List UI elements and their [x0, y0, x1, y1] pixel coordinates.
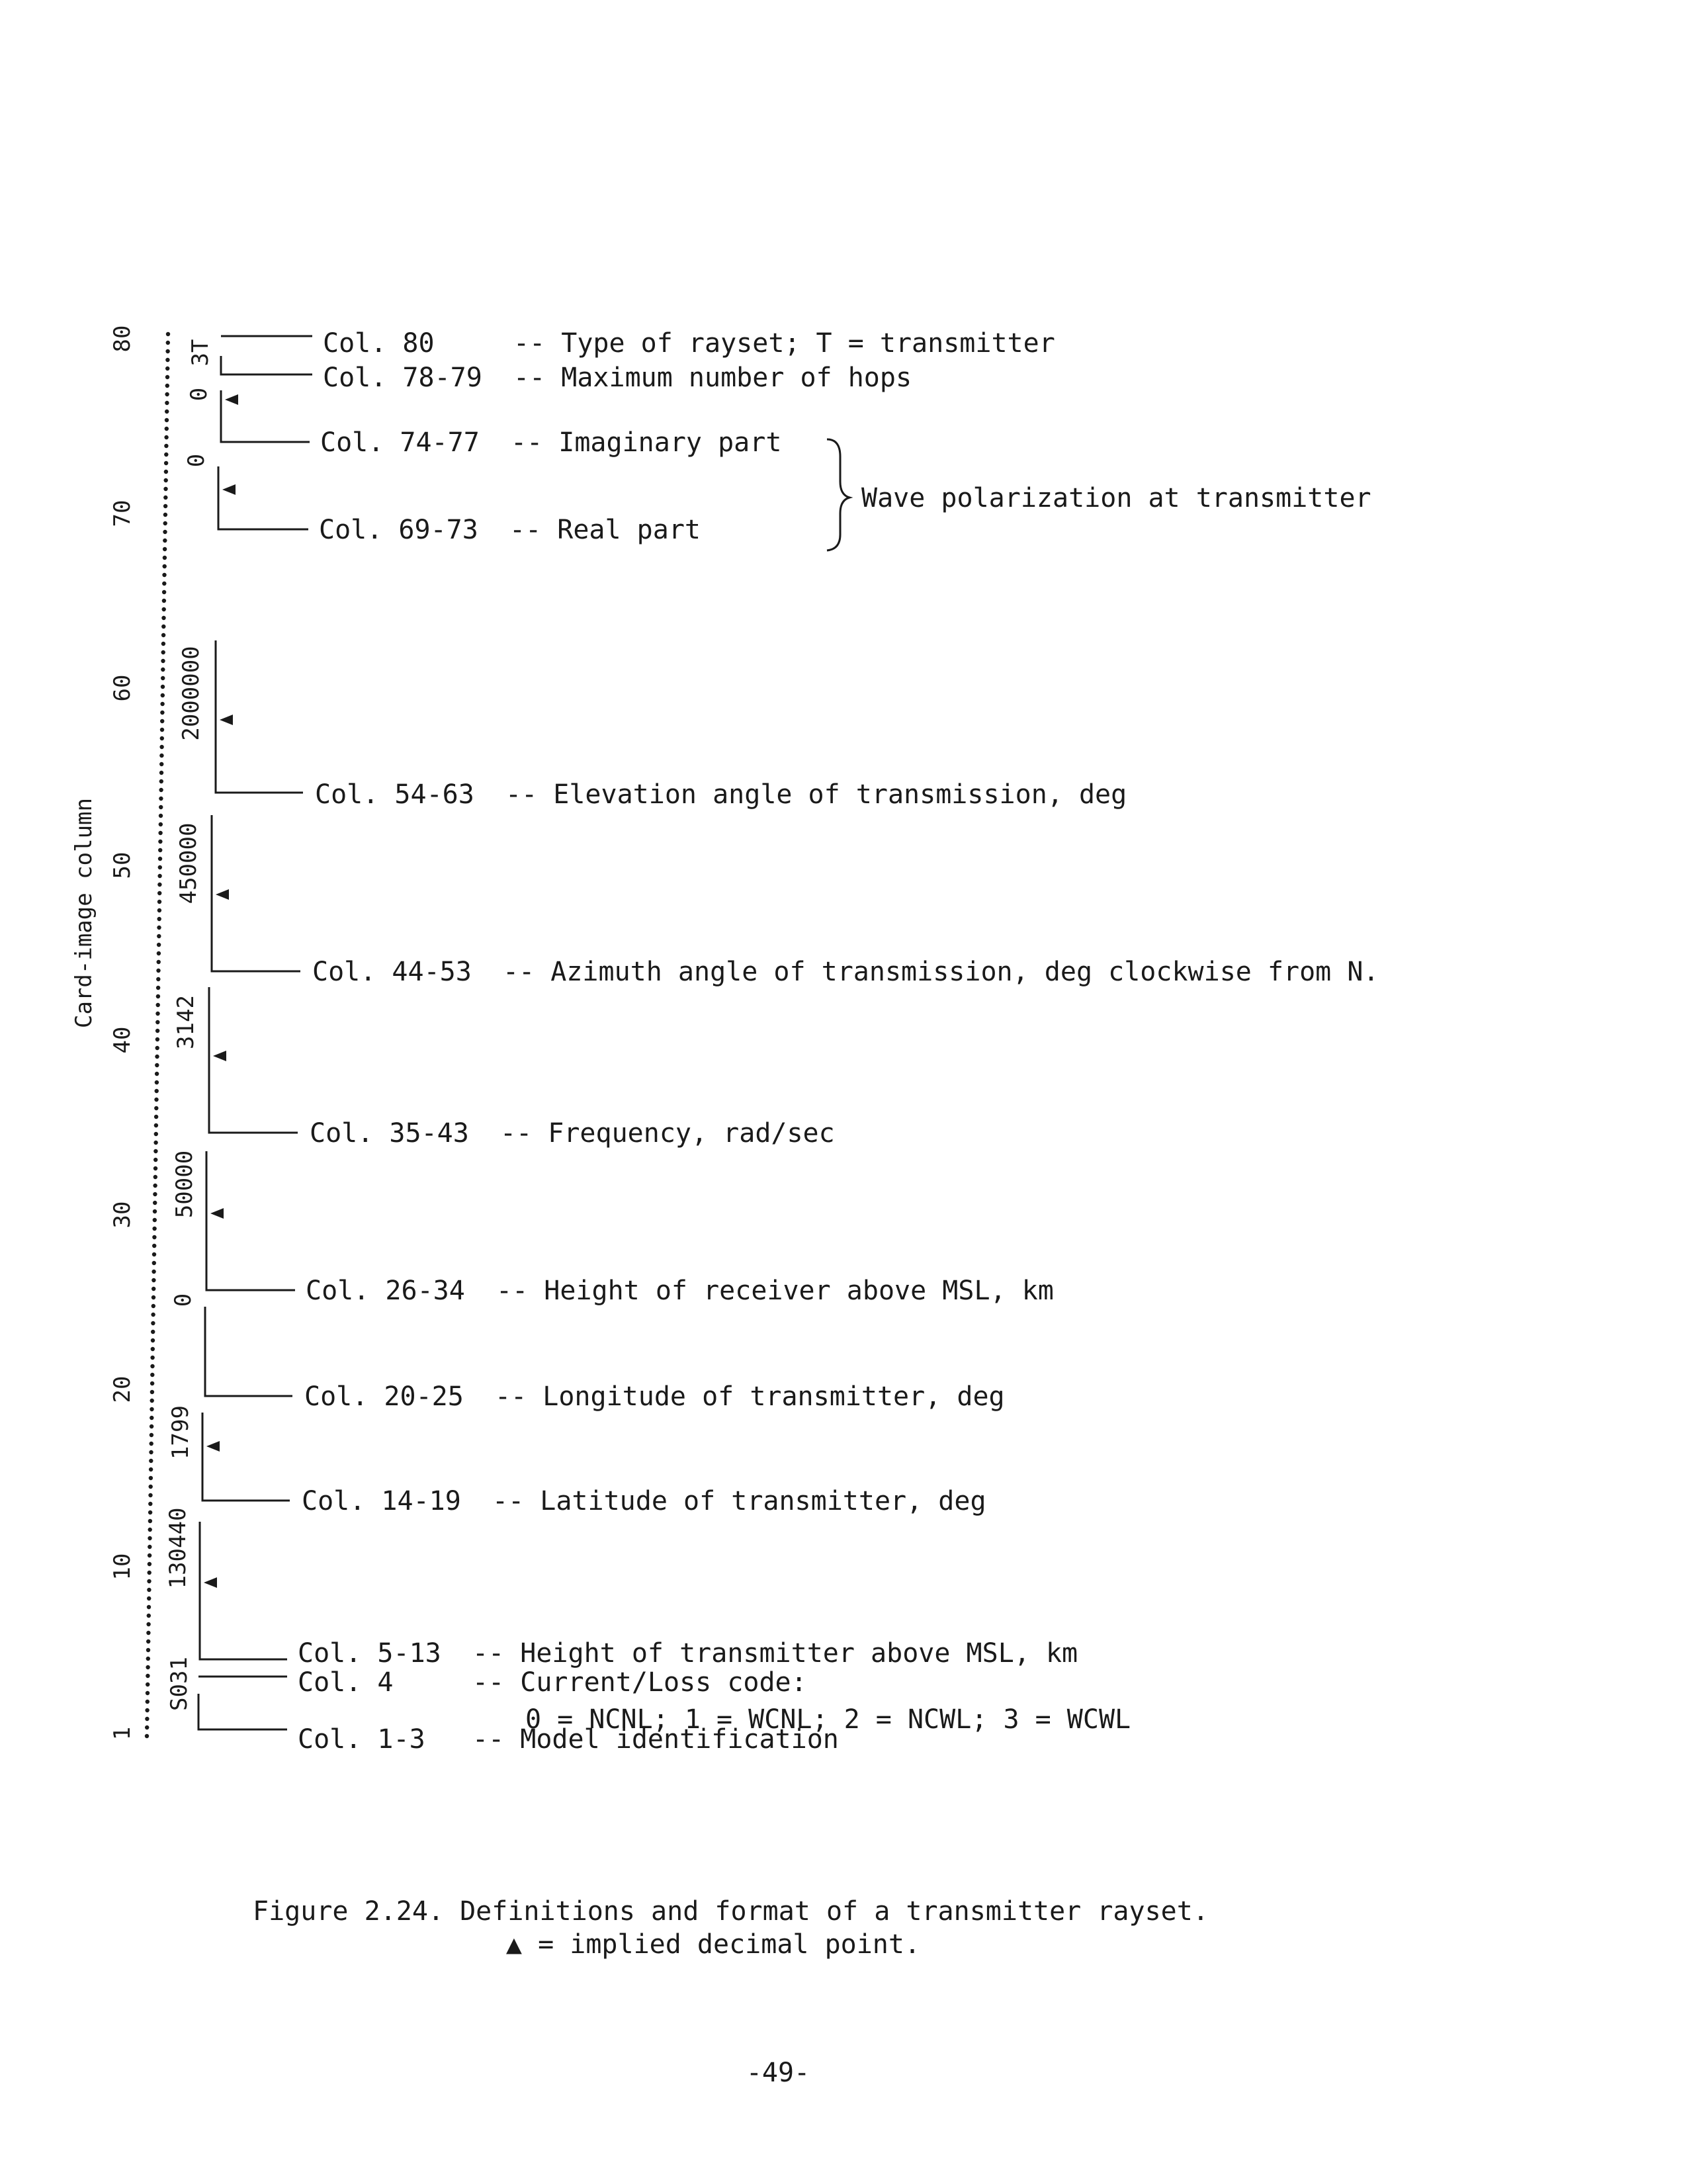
card-column-dot	[160, 711, 164, 715]
card-column-dot	[145, 1708, 149, 1712]
card-column-dot	[157, 891, 161, 895]
card-column-dot	[146, 1631, 150, 1635]
card-column-dot	[157, 874, 161, 878]
card-column-dot	[150, 1399, 154, 1403]
card-column-dot	[164, 444, 168, 448]
card-column-dot	[161, 693, 165, 697]
card-value: 3142	[173, 995, 199, 1049]
card-column-dot	[157, 960, 161, 964]
card-column-dot	[160, 702, 164, 706]
card-column-dot	[155, 1037, 159, 1041]
card-column-dot	[163, 547, 167, 551]
card-column-dot	[151, 1330, 155, 1334]
card-column-dot	[158, 840, 162, 844]
card-column-dot	[159, 814, 163, 818]
card-column-dot	[161, 676, 165, 680]
card-column-dot	[151, 1295, 155, 1299]
polarization-brace	[827, 439, 849, 550]
card-column-dot	[156, 994, 160, 998]
axis-title: Card-image column	[71, 798, 97, 1028]
card-column-dot	[147, 1605, 151, 1609]
card-column-dot	[161, 668, 165, 672]
card-value: 3T	[187, 339, 214, 367]
card-column-dot	[157, 900, 161, 904]
axis-tick-label: 30	[109, 1201, 136, 1229]
card-column-dot	[149, 1450, 153, 1454]
card-column-dot	[165, 401, 169, 405]
card-column-dot	[157, 943, 161, 947]
card-column-dot	[165, 349, 169, 353]
field-desc: -- Height of receiver above MSL, km	[496, 1276, 1054, 1306]
card-column-dot	[161, 616, 165, 620]
card-column-dot	[156, 986, 160, 990]
card-column-dot	[146, 1700, 150, 1704]
card-column-dot	[146, 1682, 150, 1686]
field-col: Col. 44-53	[312, 957, 472, 987]
card-column-dot	[145, 1725, 149, 1729]
card-value: S031	[166, 1657, 193, 1711]
card-column-dot	[165, 375, 169, 379]
card-column-dot	[157, 934, 161, 938]
card-column-dot	[156, 969, 160, 973]
card-column-dot	[159, 771, 163, 775]
card-column-dot	[153, 1175, 157, 1179]
card-column-dot	[154, 1106, 158, 1110]
axis-tick-label: 80	[109, 325, 136, 353]
card-column-dot	[151, 1270, 155, 1274]
card-column-dot	[159, 779, 163, 783]
card-column-dot	[149, 1485, 153, 1489]
card-column-dot	[165, 358, 169, 362]
card-column-dot	[163, 521, 167, 525]
field-col: Col. 14-19	[302, 1486, 461, 1516]
card-column-dot	[153, 1141, 157, 1145]
card-column-dot	[155, 1046, 159, 1050]
card-column-dot	[156, 1003, 160, 1007]
card-column-dot	[147, 1614, 151, 1618]
card-column-dot	[163, 556, 167, 560]
card-column-dot	[163, 504, 167, 508]
card-column-dot	[154, 1098, 158, 1102]
card-column-dot	[164, 478, 168, 482]
card-column-dot	[165, 392, 169, 396]
card-column-dot	[159, 822, 163, 826]
card-column-dot	[154, 1115, 158, 1119]
card-column-dot	[150, 1390, 154, 1394]
card-column-dot	[153, 1218, 157, 1222]
card-column-dot	[147, 1579, 151, 1583]
card-column-dot	[150, 1424, 153, 1428]
card-column-dot	[161, 625, 165, 629]
card-column-dot	[161, 633, 165, 637]
card-column-dot	[155, 1063, 159, 1067]
field-desc: -- Type of rayset; T = transmitter	[513, 328, 1055, 359]
card-column-dot	[159, 788, 163, 792]
card-column-dot	[148, 1528, 152, 1532]
card-column-dot	[151, 1338, 155, 1342]
field-desc: -- Longitude of transmitter, deg	[495, 1381, 1005, 1412]
card-value: 1799	[167, 1405, 194, 1460]
card-value: 130440	[165, 1507, 191, 1589]
axis-tick-label: 1	[109, 1726, 136, 1741]
card-column-dot	[152, 1227, 156, 1231]
card-column-dot	[153, 1158, 157, 1162]
field-col: Col. 80	[323, 328, 435, 359]
card-column-dot	[159, 745, 163, 749]
card-column-dot	[146, 1639, 150, 1643]
card-column-dot	[160, 719, 164, 723]
card-column-dot	[164, 461, 168, 465]
card-column-dot	[150, 1442, 153, 1446]
card-column-dot	[146, 1648, 150, 1652]
card-column-dot	[151, 1278, 155, 1282]
card-column-dot	[152, 1261, 156, 1265]
card-column-dot	[148, 1510, 152, 1514]
axis-tick-label: 40	[109, 1026, 136, 1054]
card-column-dot	[159, 754, 163, 758]
card-column-dot	[164, 470, 168, 474]
card-column-dot	[163, 487, 167, 491]
card-column-dot	[155, 1080, 159, 1084]
card-column-dot	[166, 341, 170, 345]
card-column-dot	[148, 1562, 151, 1566]
card-column-dot	[155, 1020, 159, 1024]
card-column-dot	[145, 1734, 149, 1738]
field-desc: -- Maximum number of hops	[513, 363, 912, 393]
figure-caption-line2: ▲ = implied decimal point.	[505, 1929, 921, 1960]
card-column-dot	[165, 427, 169, 431]
card-column-dot	[153, 1166, 157, 1170]
card-column-dot	[152, 1252, 156, 1256]
card-column-dot	[162, 573, 166, 577]
card-column-dot	[151, 1347, 155, 1351]
page-number: -49-	[746, 2058, 810, 2088]
card-column-dot	[157, 926, 161, 930]
field-desc: -- Current/Loss code:	[472, 1667, 807, 1698]
card-column-dot	[155, 1012, 159, 1016]
card-column-dot	[148, 1553, 151, 1557]
field-col: Col. 54-63	[315, 779, 474, 810]
card-column-dot	[149, 1467, 153, 1471]
brace-label: Wave polarization at transmitter	[861, 483, 1371, 513]
figure-caption-line1: Figure 2.24. Definitions and format of a transmitter rayset.	[253, 1896, 1209, 1927]
axis-tick-label: 20	[109, 1376, 136, 1403]
card-column-dot	[165, 384, 169, 388]
card-column-dot	[155, 1089, 159, 1093]
card-column-dot	[151, 1304, 155, 1308]
card-column-dot	[162, 607, 166, 611]
card-column-dot	[146, 1691, 150, 1695]
card-column-dot	[150, 1356, 154, 1360]
card-value: 0	[170, 1293, 196, 1307]
card-column-dot	[151, 1313, 155, 1317]
card-column-dot	[150, 1433, 153, 1437]
card-column-dot	[165, 367, 169, 371]
card-column-dot	[147, 1596, 151, 1600]
card-column-dot	[148, 1545, 151, 1549]
field-col: Col. 4	[298, 1667, 394, 1698]
card-column-dot	[152, 1235, 156, 1239]
field-desc: -- Elevation angle of transmission, deg	[505, 779, 1127, 810]
card-column-dot	[163, 513, 167, 517]
card-column-dot	[164, 453, 168, 457]
card-column-dot	[155, 1055, 159, 1059]
card-column-dot	[162, 599, 166, 603]
card-column-dot	[150, 1364, 154, 1368]
card-column-dot	[148, 1493, 152, 1497]
card-column-dot	[155, 1072, 159, 1076]
card-column-dot	[162, 590, 166, 594]
field-col: Col. 20-25	[304, 1381, 464, 1412]
field-col: Col. 1-3	[298, 1724, 425, 1755]
card-column-dot	[148, 1502, 152, 1506]
axis-tick-label: 50	[109, 852, 136, 879]
field-desc: -- Model identification	[472, 1724, 839, 1755]
card-column-dot	[152, 1244, 156, 1248]
card-column-dot	[165, 410, 169, 414]
card-column-dot	[146, 1674, 150, 1678]
card-value: 0	[186, 387, 212, 402]
card-column-dot	[149, 1459, 153, 1463]
card-column-dot	[145, 1717, 149, 1721]
card-column-dot	[163, 530, 167, 534]
field-brackets	[198, 336, 312, 1729]
field-desc: -- Imaginary part	[511, 427, 782, 458]
card-column-dot	[150, 1407, 153, 1411]
card-column-dot	[150, 1373, 154, 1377]
card-column-dot	[148, 1571, 151, 1575]
card-column-dot	[157, 917, 161, 921]
field-col: Col. 69-73	[319, 515, 478, 545]
card-column-dot	[165, 418, 169, 422]
card-column-dot	[157, 883, 161, 887]
card-column-dot	[159, 805, 163, 809]
field-desc: -- Latitude of transmitter, deg	[492, 1486, 986, 1516]
card-value: 2000000	[178, 646, 204, 741]
card-column-dot	[153, 1184, 157, 1188]
card-column-dot	[147, 1588, 151, 1592]
card-value: 50000	[171, 1150, 198, 1219]
card-column-dot	[148, 1536, 151, 1540]
field-desc: -- Azimuth angle of transmission, deg clockwise from N.	[503, 957, 1379, 987]
card-column-dot	[154, 1132, 158, 1136]
card-column-dot	[146, 1665, 150, 1669]
card-column-dot	[158, 865, 162, 869]
card-value: 0	[183, 453, 210, 468]
card-column-dot	[157, 951, 161, 955]
card-column-dot	[151, 1287, 155, 1291]
card-column-dot	[154, 1123, 158, 1127]
card-column-dot	[161, 659, 165, 663]
card-column-dot	[160, 736, 164, 740]
card-column-dot	[163, 539, 167, 543]
field-desc: -- Real part	[509, 515, 701, 545]
axis-tick-label: 60	[109, 674, 136, 702]
card-column-dot	[158, 848, 162, 852]
card-column-dot	[158, 857, 162, 861]
card-column-dot	[159, 762, 163, 766]
card-column-dot	[164, 435, 168, 439]
card-column-dot	[162, 582, 166, 586]
axis-tick-label: 10	[109, 1553, 136, 1581]
card-column-dot	[153, 1192, 157, 1196]
card-column-dot	[146, 1657, 150, 1661]
field-col: Col. 74-77	[320, 427, 480, 458]
field-desc: -- Frequency, rad/sec	[500, 1118, 835, 1149]
card-column-dot	[157, 908, 161, 912]
card-column-dot	[159, 797, 163, 801]
card-column-dot	[156, 977, 160, 981]
card-column-dot	[160, 728, 164, 732]
card-column-dot	[149, 1476, 153, 1480]
card-column-dot	[161, 685, 165, 689]
field-col: Col. 26-34	[306, 1276, 465, 1306]
axis-tick-label: 70	[109, 500, 136, 527]
current-loss-codes: 0 = NCNL; 1 = WCNL; 2 = NCWL; 3 = WCWL	[525, 1704, 1131, 1735]
card-column-dot	[150, 1416, 153, 1420]
card-column-dot	[155, 1029, 159, 1033]
card-column-dot	[163, 496, 167, 500]
card-column-dot	[150, 1381, 154, 1385]
card-column-dot	[161, 642, 165, 646]
card-column-dot	[146, 1622, 150, 1626]
card-column-dot	[161, 650, 165, 654]
card-column-dot	[166, 332, 170, 336]
field-desc: -- Height of transmitter above MSL, km	[472, 1638, 1078, 1669]
field-col: Col. 78-79	[323, 363, 482, 393]
card-column-dot	[158, 831, 162, 835]
field-col: Col. 35-43	[310, 1118, 469, 1149]
card-column-dot	[153, 1209, 157, 1213]
field-col: Col. 5-13	[298, 1638, 441, 1669]
card-column-dot	[163, 564, 167, 568]
card-column-dot	[148, 1519, 152, 1523]
card-column-dot	[153, 1149, 157, 1153]
card-value: 450000	[175, 822, 202, 904]
card-column-dot	[153, 1201, 157, 1205]
card-column-dot	[151, 1321, 155, 1325]
